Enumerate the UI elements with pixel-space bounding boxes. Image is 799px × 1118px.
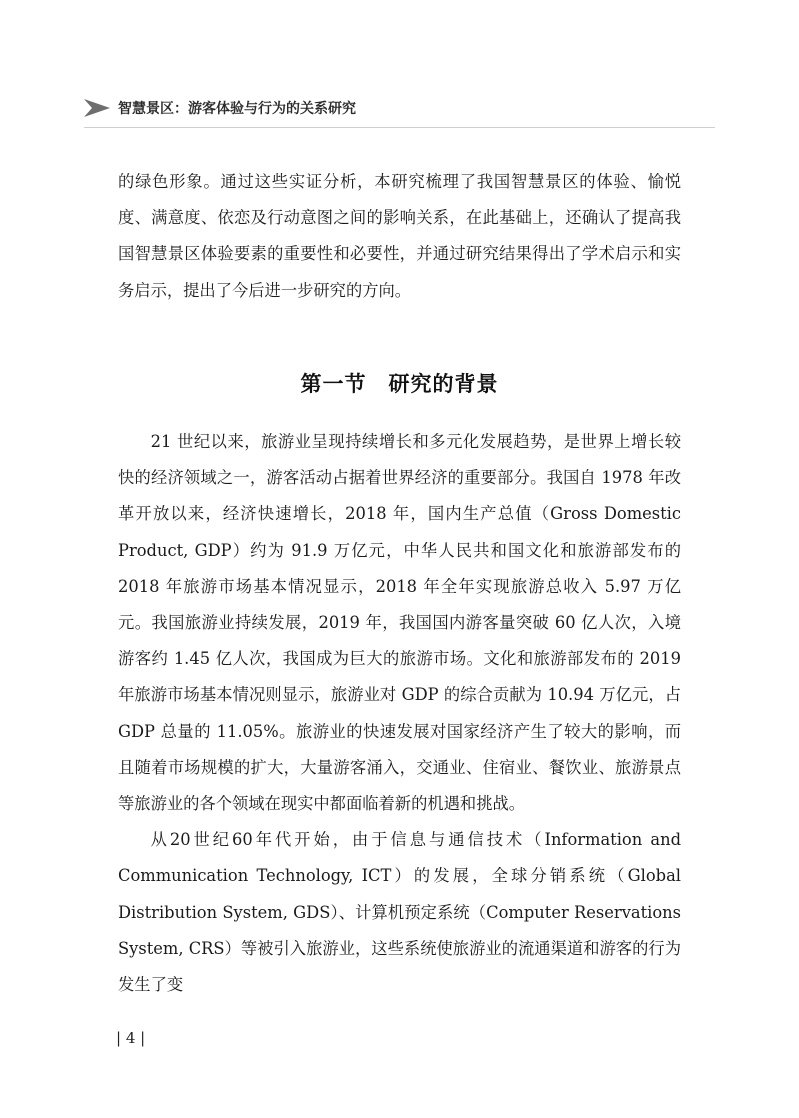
section-number: 第一节 xyxy=(300,372,367,396)
section-body xyxy=(118,424,681,1003)
running-head-title: 智慧景区：游客体验与行为的关系研究 xyxy=(118,101,356,117)
section-title: 研究的背景 xyxy=(388,372,499,396)
paragraph: 从20世纪60年代开始，由于信息与通信技术（Information and Communication Technology, ICT）的发展，全球分销系统（Global Distribution System, GDS）、计算机预定系统（Computer Reservations System, CRS）等被引入旅游业，这些系统使旅游业的流通渠道和游客的行为发生了变 xyxy=(118,830,681,995)
page-number: 4 xyxy=(125,1029,136,1047)
arrow-icon xyxy=(84,99,110,117)
page-folio: | 4 | xyxy=(116,1029,146,1047)
paragraph: 21 世纪以来，旅游业呈现持续增长和多元化发展趋势，是世界上增长较快的经济领域之一，游客活动占据着世界经济的重要部分。我国自 1978 年改革开放以来，经济快速增长，2018 年，国内生产总值（Gross Domestic Product, GDP）约为 91.9 万亿元，中华人民共和国文化和旅游部发布的 2018 年旅游市场基本情况显示，2018 年全年实现旅游总收入 5.97 万亿元。我国旅游业持续发展，2019 年，我国国内游客量突破 60 亿人次，入境游客约 1.45 亿人次，我国成为巨大的旅游市场。文化和旅游部发布的 2019 年旅游市场基本情况则显示，旅游业对 GDP 的综合贡献为 10.94 万亿元，占 GDP 总量的 11.05%。旅游业的快速发展对国家经济产生了较大的影响，而且随着市场规模的扩大，大量游客涌入，交通业、住宿业、餐饮业、旅游景点等旅游业的各个领域在现实中都面临着新的机遇和挑战。 xyxy=(118,432,681,814)
section-heading xyxy=(0,368,799,398)
intro-paragraph: 的绿色形象。通过这些实证分析，本研究梳理了我国智慧景区的体验、愉悦度、满意度、依恋及行动意图之间的影响关系，在此基础上，还确认了提高我国智慧景区体验要素的重要性和必要性，并通过研究结果得出了学术启示和实务启示，提出了今后进一步研究的方向。 xyxy=(118,172,681,300)
header-divider xyxy=(84,127,715,128)
